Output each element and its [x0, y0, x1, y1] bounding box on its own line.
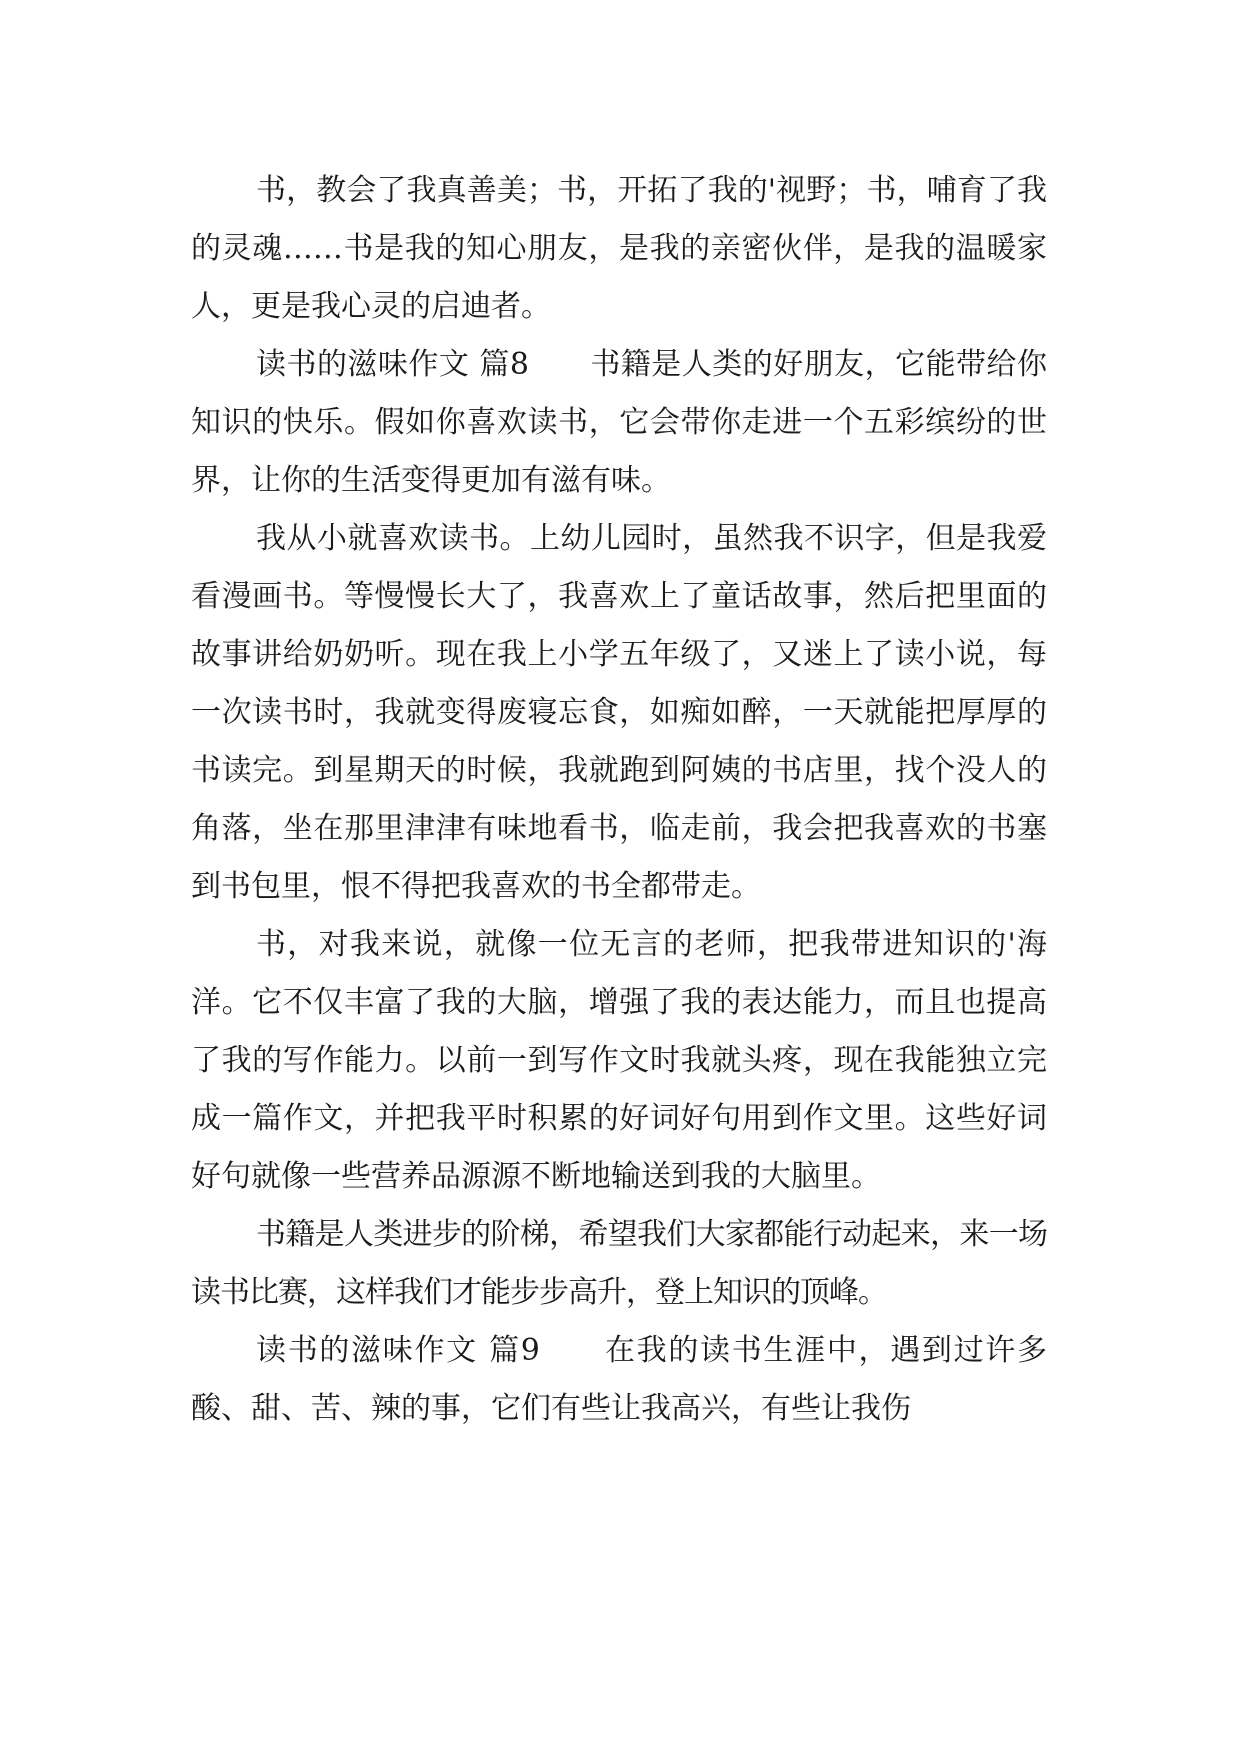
paragraph-4: 书，对我来说，就像一位无言的老师，把我带进知识的'海洋。它不仅丰富了我的大脑，增强了我的表达能力，而且也提高了我的写作能力。以前一到写作文时我就头疼，现在我能独立完成一篇作文，并把我平时积累的好词好句用到作文里。这些好词好句就像一些营养品源源不断地输送到我的大脑里。 [191, 927, 1047, 1194]
paragraph-6: 读书的滋味作文 篇9 在我的读书生涯中，遇到过许多酸、甜、苦、辣的事，它们有些让我高兴，有些让我伤 [191, 1333, 1047, 1426]
paragraph-2: 读书的滋味作文 篇8 书籍是人类的好朋友，它能带给你知识的快乐。假如你喜欢读书，它会带你走进一个五彩缤纷的世界，让你的生活变得更加有滋有味。 [191, 347, 1047, 498]
paragraph-3: 我从小就喜欢读书。上幼儿园时，虽然我不识字，但是我爱看漫画书。等慢慢长大了，我喜欢上了童话故事，然后把里面的故事讲给奶奶听。现在我上小学五年级了，又迷上了读小说，每一次读书时，我就变得废寝忘食，如痴如醉，一天就能把厚厚的书读完。到星期天的时候，我就跑到阿姨的书店里，找个没人的角落，坐在那里津津有味地看书，临走前，我会把我喜欢的书塞到书包里，恨不得把我喜欢的书全都带走。 [191, 521, 1047, 904]
paragraph-1: 书，教会了我真善美；书，开拓了我的'视野；书，哺育了我的灵魂……书是我的知心朋友，是我的亲密伙伴，是我的温暖家人，更是我心灵的启迪者。 [191, 173, 1047, 324]
document-body [191, 162, 1047, 1438]
paragraph-5: 书籍是人类进步的阶梯，希望我们大家都能行动起来，来一场读书比赛，这样我们才能步步高升，登上知识的顶峰。 [191, 1217, 1047, 1310]
